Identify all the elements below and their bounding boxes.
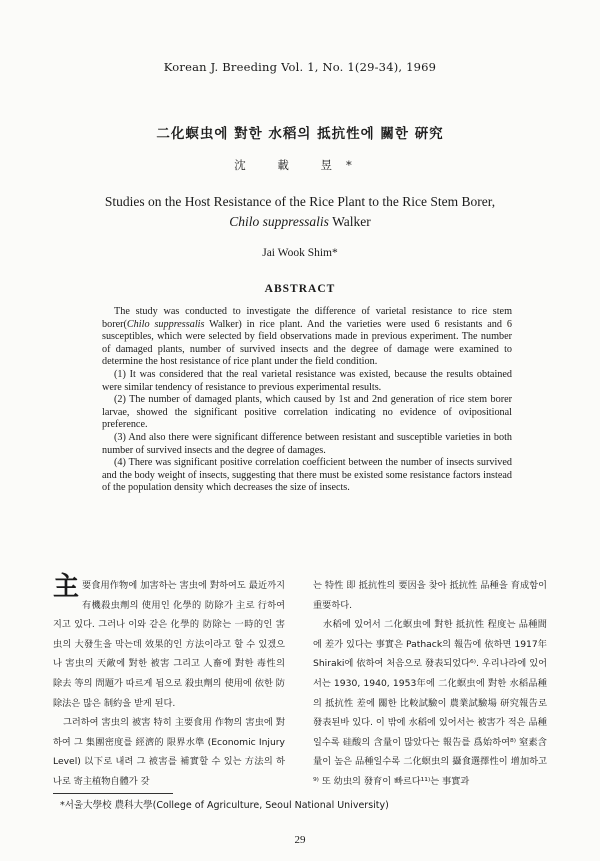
english-title-tail: Walker — [328, 214, 371, 229]
journal-header: Korean J. Breeding Vol. 1, No. 1(29-34), 1969 — [163, 60, 437, 74]
drop-cap: 主 — [53, 572, 80, 602]
english-title — [40, 192, 560, 232]
korean-author: 沈 載 昱* — [234, 158, 366, 172]
english-author: Jai Wook Shim* — [262, 247, 338, 259]
body-left-p1-text: 要食用作物에 加害하는 害虫에 對하여도 最近까지 有機殺虫劑의 使用인 化學的 防除가 主로 行하여지고 있다. 그러나 이와 같은 化學的 防除는 一時的인 害虫의 大發生을 막는데 效果的인 方法이라고 할 수 있겠으나 害虫의 天敵에 對한 被害 그리고 人畜에 對한 毒性의 除去 等의 問題가 따르게 됨으로 殺虫劑의 使用에 依한 防除法은 많은 制約을 받게 된다. — [53, 580, 285, 709]
abstract-paragraph-4: (3) And also there were significant difference between resistant and susceptible varieties in both number of survived insects and the degree of damages. — [102, 431, 512, 456]
abstract-paragraph-2: (1) It was considered that the real varietal resistance was existed, because the results obtained were similar tendency of resistance to previous experimental results. — [102, 368, 512, 393]
abstract-p1-b: Walker) in rice plant. And the varieties were used 6 resistants and 6 susceptibles, which were selected by field observations made in previous experiment. The number of damaged plants, number of survived insects and the degree of damage were examined to determine the host resistance of rice plant under the field condition. — [102, 318, 512, 368]
page-number: 29 — [294, 834, 306, 846]
body-column-left — [53, 572, 285, 792]
korean-title: 二化螟虫에 對한 水稻의 抵抗性에 關한 硏究 — [156, 126, 444, 142]
english-title-line1: Studies on the Host Resistance of the Rice Plant to the Rice Stem Borer, — [104, 194, 496, 209]
abstract-paragraph-3: (2) The number of damaged plants, which caused by 1st and 2nd generation of rice stem borer larvae, showed the significant positive correlation indicating no evidence of ovipositional preference. — [102, 394, 512, 431]
body-column-right — [313, 576, 547, 792]
body-left-paragraph-2: 그러하여 害虫의 被害 特히 主要食用 作物의 害虫에 對하여 그 集團密度를 經濟的 限界水準 (Economic Injury Level) 以下로 내려 그 被害를 補實할 수 있는 方法의 하나로 寄主植物自體가 갖 — [53, 717, 285, 787]
abstract-heading: ABSTRACT — [264, 283, 336, 295]
abstract-paragraph-1 — [102, 306, 512, 369]
body-right-paragraph-1: 는 特性 即 抵抗性의 要因을 찾아 抵抗性 品種을 育成함이 重要하다. — [313, 580, 547, 611]
english-title-species: Chilo suppressalis — [229, 214, 329, 229]
footnote-rule — [53, 793, 173, 794]
abstract-p1-a: The study was conducted to investigate the difference of varietal resistance to rice stem borer( — [102, 306, 512, 330]
abstract-body — [102, 306, 512, 495]
footnote: *서울大學校 農科大學(College of Agriculture, Seoul National University) — [60, 800, 389, 811]
body-right-paragraph-2: 水稻에 있어서 二化螟虫에 對한 抵抗性 程度는 品種間에 差가 있다는 事實은 Pathack의 報告에 依하면 1917年 Shiraki에 依하여 처음으로 發表되었다⁶⁾. 우리나라에 있어서는 1930, 1940, 1953年에 二化螟虫에 對한 水稻品種의 抵抗性 差에 關한 比較試驗이 農業試驗場 研究報告로 發表된바 있다. 이 밖에 水稻에 있어서는 被害가 적은 品種일수록 硅酸의 含量이 많았다는 報告를 爲始하여⁸⁾ 窒素含量이 높은 品種일수록 二化螟虫의 攝食選擇性이 增加하고⁹⁾ 또 幼虫의 發育이 빠르다¹¹⁾는 事實과 — [313, 619, 547, 787]
abstract-paragraph-5: (4) There was significant positive correlation coefficient between the number of insects survived and the body weight of insects, suggesting that there must be existed some resistance factors instead of the population density which decreases the size of insects. — [102, 457, 512, 494]
body-left-paragraph-1 — [53, 572, 285, 713]
abstract-p1-species: Chilo suppressalis — [126, 318, 205, 330]
